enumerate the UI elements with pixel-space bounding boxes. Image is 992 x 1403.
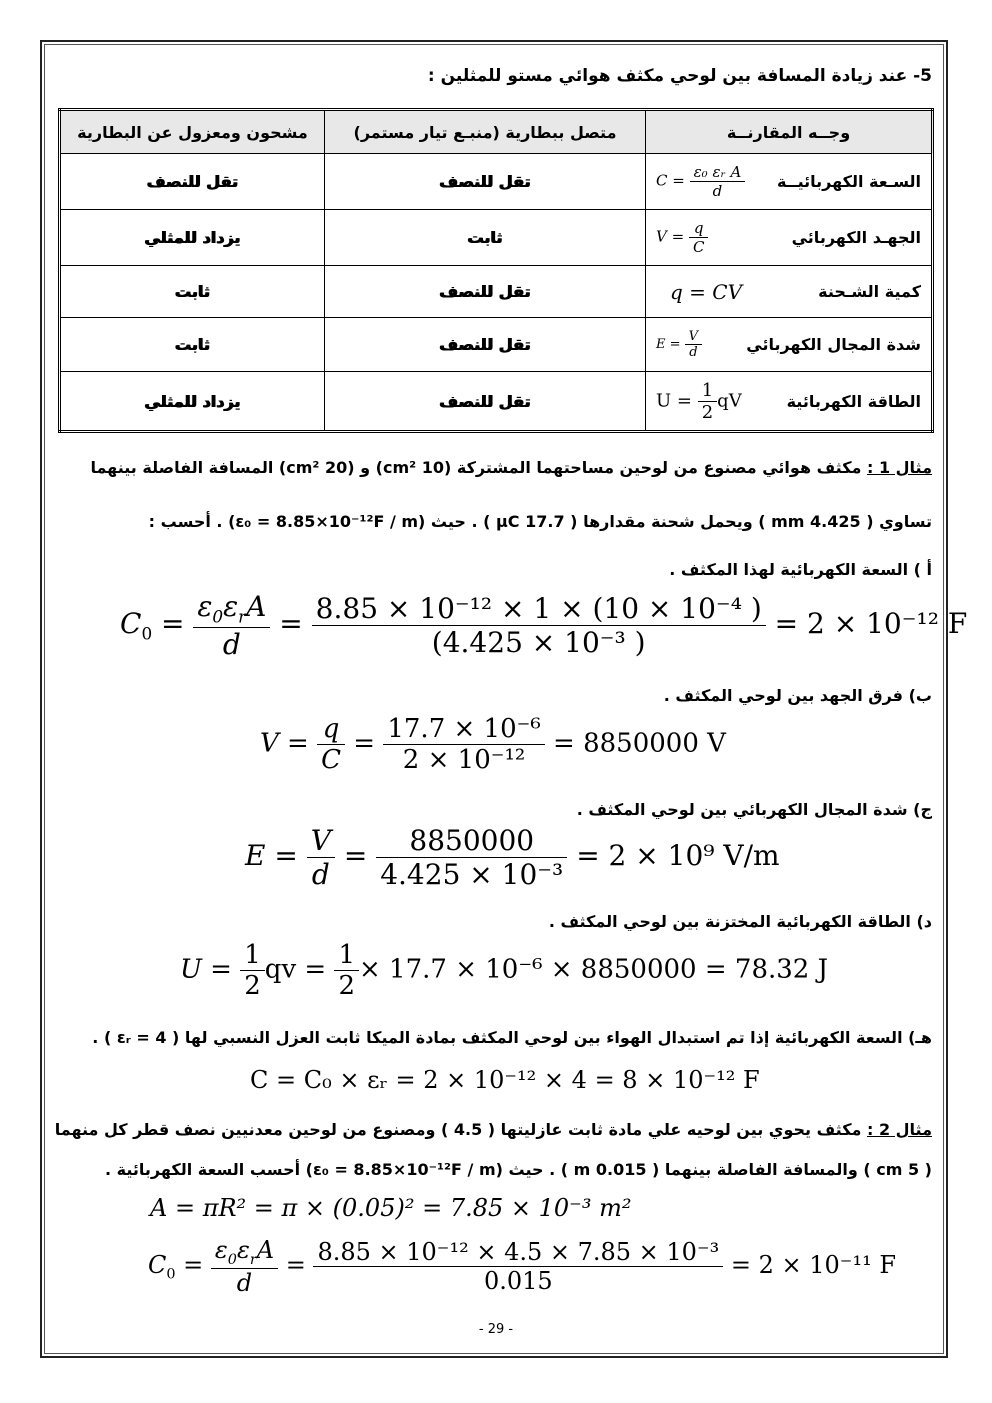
equation-capacitance-2: $C_0$ = $\frac{\varepsilon_0\varepsilon_rA}{d}$ = $\frac{\text{8.85 × 10⁻¹² × 4.5 × 7.85 × 10⁻³}}{0.015}$ = 2 × 10⁻¹¹ F — [148, 1236, 896, 1297]
voltage-formula: V = $\frac{q}{C}$ — [656, 219, 708, 256]
example2-line1: مثال 2 : مكثف يحوي بين لوحيه علي مادة ثابت عازليتها ( 4.5 ) ومصنوع من لوحين معدنيين نصف قطر كل منهما — [54, 1120, 932, 1139]
table-row — [60, 266, 933, 318]
example1-part-e: هـ) السعة الكهربائية إذا تم استبدال الهواء بين لوحي المكثف بمادة الميكا ثابت العزل النسبي لها ( εᵣ = 4 ) . — [92, 1028, 932, 1047]
battery-field: تقل للنصف — [325, 318, 646, 372]
capacitance-formula: C = $\frac{\text{ε₀ εᵣ A}}{d}$ — [656, 163, 745, 200]
equation-energy: U = $\frac{1}{2}$ qv = $\frac{1}{2}$ × 17.7 × 10⁻⁶ × 8850000 = 78.32 J — [180, 940, 829, 1001]
aspect-energy: الطاقة الكهربائية — [786, 391, 921, 411]
example1-part-a: أ ) السعة الكهربائية لهذا المكثف . — [669, 560, 932, 579]
header-isolated: مشحون ومعزول عن البطارية — [60, 110, 325, 154]
example1-line1: مثال 1 : مكثف هوائي مصنوع من لوحين مساحتهما المشتركة (10 cm²) و (20 cm²) المسافة الفاصلة بينهما — [90, 458, 932, 477]
isolated-voltage: يزداد للمثلي — [60, 210, 325, 266]
example2-line2: ( 5 cm ) والمسافة الفاصلة بينهما ( 0.015 m ) . حيث (ε₀ = 8.85×10⁻¹²F / m) أحسب السعة الكهربائية . — [104, 1160, 932, 1179]
example1-line2: تساوي ( 4.425 mm ) ويحمل شحنة مقدارها ( 17.7 μC ) . حيث (ε₀ = 8.85×10⁻¹²F / m) . أحسب : — [148, 512, 932, 531]
isolated-capacitance: تقل للنصف — [60, 154, 325, 210]
example1-part-d: د) الطاقة الكهربائية المختزنة بين لوحي المكثف . — [548, 912, 932, 931]
table-row — [60, 372, 933, 432]
aspect-voltage: الجهـد الكهربائي — [791, 228, 921, 247]
equation-area: A = πR² = π × (0.05)² = 7.85 × 10⁻³ m² — [150, 1194, 632, 1222]
comparison-table — [58, 108, 934, 433]
aspect-capacitance: السـعة الكهربائيــة — [776, 172, 921, 191]
battery-charge: تقل للنصف — [325, 266, 646, 318]
example1-part-b: ب) فرق الجهد بين لوحي المكثف . — [663, 686, 932, 705]
section-heading: 5- عند زيادة المسافة بين لوحي مكثف هوائي مستو للمثلين : — [427, 66, 932, 86]
equation-field: E = $\frac{V}{d}$ = $\frac{8850000}{\text{4.425 × 10⁻³}}$ = 2 × 10⁹ V/m — [245, 824, 780, 891]
battery-voltage: ثابت — [325, 210, 646, 266]
isolated-charge: ثابت — [60, 266, 325, 318]
equation-capacitance: $C_0$ = $\frac{\varepsilon_0\varepsilon_rA}{d}$ = $\frac{\text{8.85 × 10⁻¹² × 1 × (10 × 10⁻⁴ )}}{\text{(4.425 × 10⁻³ )}}$ = 2 × 10⁻¹² F — [120, 590, 968, 661]
header-aspect: وجــه المقارنــة — [646, 110, 933, 154]
battery-energy: تقل للنصف — [325, 372, 646, 432]
battery-capacitance: تقل للنصف — [325, 154, 646, 210]
isolated-field: ثابت — [60, 318, 325, 372]
aspect-charge: كمية الشـحنة — [818, 282, 921, 301]
page-number: - 29 - — [478, 1322, 514, 1337]
charge-formula: q = CV — [670, 279, 743, 304]
energy-formula: U = $\frac{1}{2}$ qV — [656, 379, 742, 423]
header-battery: متصل ببطارية (منبـع تيار مستمر) — [325, 110, 646, 154]
table-row — [60, 318, 933, 372]
aspect-field: شدة المجال الكهربائي — [746, 335, 921, 354]
table-row — [60, 154, 933, 210]
example1-part-c: ج) شدة المجال الكهربائي بين لوحي المكثف . — [576, 800, 932, 819]
field-formula: E = $\frac{V}{d}$ — [656, 329, 702, 360]
table-row — [60, 210, 933, 266]
equation-voltage: V = $\frac{q}{C}$ = $\frac{\text{17.7 × 10⁻⁶}}{\text{2 × 10⁻¹²}}$ = 8850000 V — [260, 714, 726, 775]
equation-dielectric: C = C₀ × εᵣ = 2 × 10⁻¹² × 4 = 8 × 10⁻¹² F — [250, 1066, 760, 1094]
isolated-energy: يزداد للمثلي — [60, 372, 325, 432]
